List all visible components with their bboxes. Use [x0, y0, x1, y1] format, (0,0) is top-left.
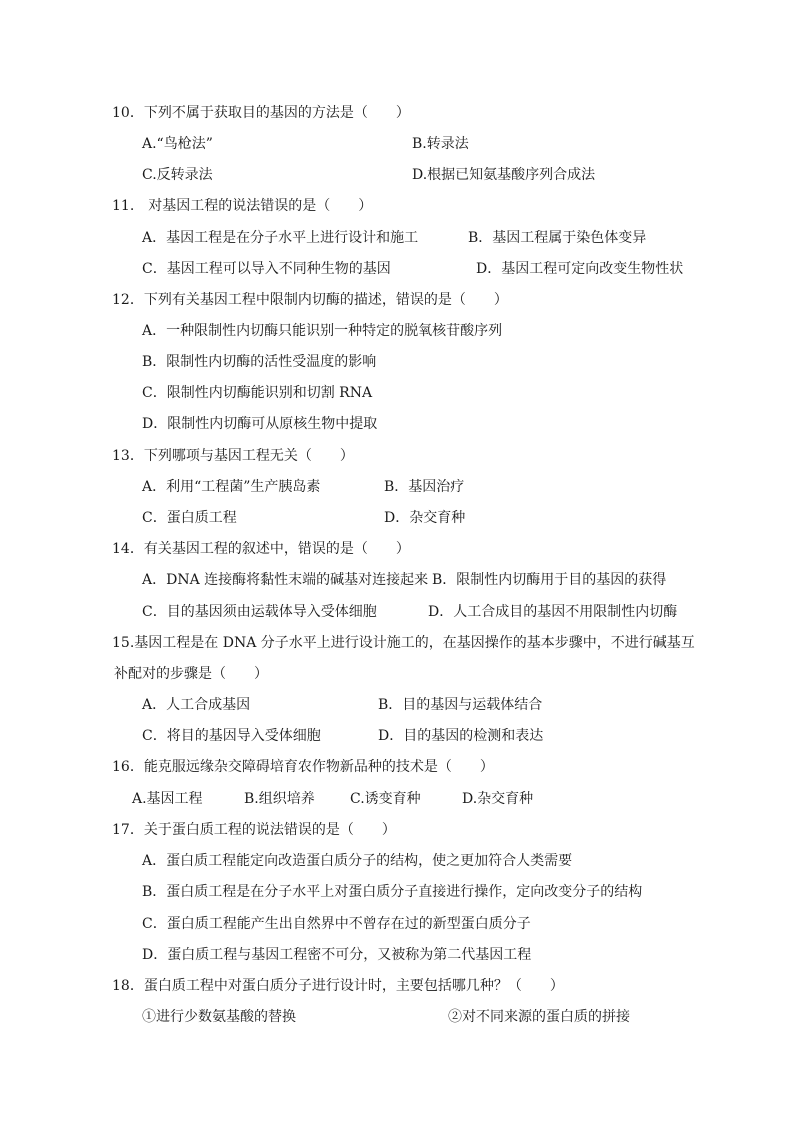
q17-option-b: B．蛋白质工程是在分子水平上对蛋白质分子直接进行操作，定向改变分子的结构 [142, 884, 643, 900]
q10-option-c: C.反转录法 [142, 167, 213, 183]
q12-option-c: C．限制性内切酶能识别和切割 RNA [142, 385, 373, 401]
q12-stem: 12．下列有关基因工程中限制内切酶的描述，错误的是（ ） [112, 292, 508, 308]
q11-option-b: B．基因工程属于染色体变异 [468, 230, 647, 246]
q17-option-d: D．蛋白质工程与基因工程密不可分，又被称为第二代基因工程 [142, 947, 532, 963]
q14-option-a: A．DNA 连接酶将黏性末端的碱基对连接起来 [142, 572, 429, 588]
q10-stem: 10．下列不属于获取目的基因的方法是（ ） [112, 105, 410, 121]
q11-option-a: A．基因工程是在分子水平上进行设计和施工 [142, 230, 419, 246]
q10-option-b: B.转录法 [412, 136, 469, 152]
q15-option-b: B．目的基因与运载体结合 [378, 697, 543, 713]
q17-stem: 17．关于蛋白质工程的说法错误的是（ ） [112, 822, 396, 838]
q12-option-a: A．一种限制性内切酶只能识别一种特定的脱氧核苷酸序列 [142, 323, 503, 339]
q13-option-d: D．杂交育种 [384, 510, 466, 526]
q11-stem: 11. 对基因工程的说法错误的是（ ） [112, 198, 373, 214]
q11-option-d: D．基因工程可定向改变生物性状 [476, 261, 684, 277]
q14-option-b: B．限制性内切酶用于目的基因的获得 [432, 572, 667, 588]
q17-option-c: C．蛋白质工程能产生出自然界中不曾存在过的新型蛋白质分子 [142, 916, 531, 932]
q12-option-d: D．限制性内切酶可从原核生物中提取 [142, 416, 378, 432]
q18-item-2: ②对不同来源的蛋白质的拼接 [448, 1009, 630, 1025]
q14-option-d: D．人工合成目的基因不用限制性内切酶 [428, 604, 678, 620]
q16-option-b: B.组织培养 [244, 791, 315, 807]
q15-stem-line1: 15.基因工程是在 DNA 分子水平上进行设计施工的，在基因操作的基本步骤中，不进行碱基互 [112, 635, 695, 651]
q12-option-b: B．限制性内切酶的活性受温度的影响 [142, 354, 377, 370]
q15-stem-line2: 补配对的步骤是（ ） [114, 666, 268, 682]
q13-stem: 13．下列哪项与基因工程无关（ ） [112, 448, 354, 464]
q10-option-d: D.根据已知氨基酸序列合成法 [412, 167, 596, 183]
q15-option-c: C．将目的基因导入受体细胞 [142, 728, 321, 744]
q18-stem: 18．蛋白质工程中对蛋白质分子进行设计时，主要包括哪几种？（ ） [112, 978, 564, 994]
q15-option-a: A．人工合成基因 [142, 697, 251, 713]
q13-option-c: C．蛋白质工程 [142, 510, 237, 526]
q16-option-d: D.杂交育种 [462, 791, 534, 807]
q16-option-c: C.诱变育种 [350, 791, 421, 807]
q18-item-1: ①进行少数氨基酸的替换 [142, 1009, 296, 1025]
q10-option-a: A.“鸟枪法” [142, 136, 213, 152]
q14-stem: 14．有关基因工程的叙述中，错误的是（ ） [112, 541, 410, 557]
q16-option-a: A.基因工程 [132, 791, 203, 807]
q11-option-c: C．基因工程可以导入不同种生物的基因 [142, 261, 391, 277]
q14-option-c: C．目的基因须由运载体导入受体细胞 [142, 604, 377, 620]
q16-stem: 16．能克服远缘杂交障碍培育农作物新品种的技术是（ ） [112, 759, 494, 775]
q13-option-a: A．利用“工程菌”生产胰岛素 [142, 479, 321, 495]
q15-option-d: D．目的基因的检测和表达 [378, 728, 544, 744]
q17-option-a: A．蛋白质工程能定向改造蛋白质分子的结构，使之更加符合人类需要 [142, 853, 573, 869]
q13-option-b: B．基因治疗 [384, 479, 465, 495]
